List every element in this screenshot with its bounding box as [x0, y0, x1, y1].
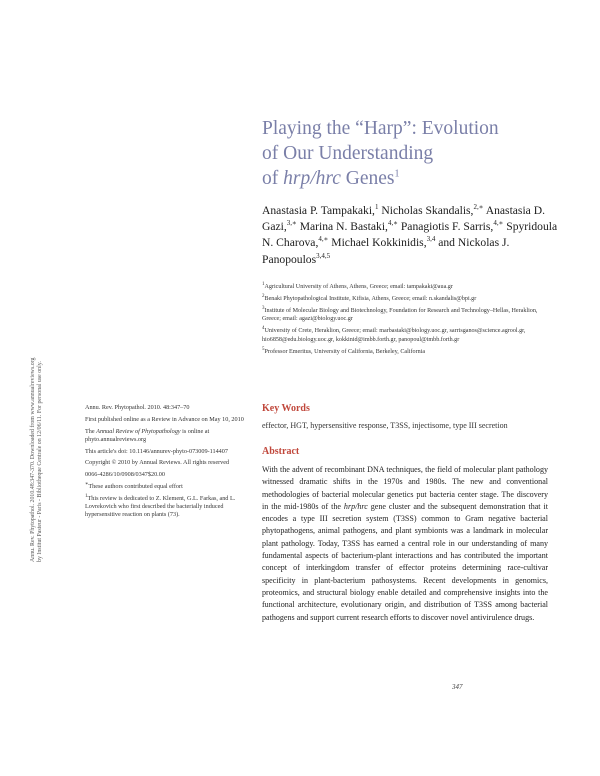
- title-footnote-mark: 1: [394, 168, 400, 180]
- affiliation-list: [262, 283, 552, 360]
- title-gene-name: hrp/hrc: [283, 168, 341, 189]
- online-note: [85, 428, 245, 445]
- affiliation-text: Institute of Molecular Biology and Biotechnology, Foundation for Research and Technology–Hellas, Heraklion, Greece; email: agazi@biology.uoc.gr: [262, 308, 538, 323]
- online-note-suffix: is online at phyto.annualreviews.org: [85, 427, 210, 443]
- author-affiliation-mark: 4,∗: [318, 235, 329, 244]
- affiliation-mark: 4: [262, 326, 265, 332]
- title-line-1: Playing the “Harp”: Evolution: [262, 118, 499, 139]
- journal-name: Annual Review of Phytopathology: [96, 427, 181, 435]
- author-affiliation-mark: 3,4,5: [316, 251, 331, 260]
- author-affiliation-mark: 3,4: [426, 235, 436, 244]
- online-note-prefix: The: [85, 427, 97, 435]
- doi-note: This article's doi: 10.1146/annurev-phyto-073009-114407: [85, 447, 228, 455]
- affiliation-mark: 3: [262, 305, 265, 311]
- author-name: Panagiotis F. Sarris,: [397, 220, 494, 234]
- dedication-text: This review is dedicated to Z. Klement, G.L. Farkas, and L. Lovrekovich who first described the bacterially induced hypersensitive reaction on plants (73).: [85, 494, 236, 519]
- affiliation-mark: 2: [262, 293, 265, 299]
- abstract-gene-name: hrp/hrc: [343, 501, 368, 511]
- affiliation-text: Professor Emeritus, University of California, Berkeley, California: [264, 348, 426, 355]
- affiliation-text: Benaki Phytopathological Institute, Kifisia, Athens, Greece; email: n.skandalis@bpi.gr: [264, 296, 477, 302]
- affiliation-item: [262, 307, 552, 324]
- title-line-3-suffix: Genes: [340, 168, 395, 189]
- keywords-text: effector, HGT, hypersensitive response, T3SS, injectisome, type III secretion: [262, 421, 508, 430]
- affiliation-item: [262, 327, 552, 344]
- author-list: [262, 203, 562, 268]
- title-line-2: of Our Understanding: [262, 143, 434, 164]
- author-name: and Nickolas J. Panopoulos: [262, 236, 510, 266]
- abstract-part-2: gene cluster and the subsequent demonstration that it encodes a type III secretion system (T3SS) common to Gram negative bacterial phytopathogens, animal pathogens, and plant symbionts was a landmark in molecular plant pathology. Today, T3SS has earned a central role in our understanding of many fundamental aspects of bacterium-plant interactions and has contributed the important concept of interkingdom transfer of effector proteins determining race-cultivar specificity in plant-bacterium pathosystems. Recent developments in genomics, proteomics, and structural biology enable detailed and comprehensive insights into the functional architecture, evolutionary origin, and distribution of T3SS among bacterial pathogens and support current research efforts to discover novel antivirulence drugs.: [262, 501, 548, 622]
- author-affiliation-mark: 3,∗: [286, 219, 297, 228]
- dedication-mark: 1: [85, 493, 88, 499]
- download-notice-line-1: Annu. Rev. Phytopathol. 2010.48:347-370. Downloaded from www.annualreviews.org: [30, 357, 36, 562]
- author-affiliation-mark: 4,∗: [387, 219, 398, 228]
- article-title: [262, 116, 562, 191]
- abstract-heading: Abstract: [262, 446, 300, 457]
- dedication-note: [85, 495, 245, 520]
- author-name: Marina N. Bastaki,: [296, 220, 388, 234]
- affiliation-item: [262, 283, 552, 291]
- equal-effort-text: These authors contributed equal effort: [88, 483, 183, 491]
- author-name: Anastasia P. Tampakaki,: [262, 204, 375, 217]
- abstract-part-1: With the advent of recombinant DNA techniques, the field of molecular plant pathology witnessed dramatic shifts in the 1970s and 1980s. The new and conventional methodologies of bacterial molecular genetics put bacteria center stage. The discovery in the mid-1980s of the: [262, 465, 548, 511]
- download-notice-text: [30, 182, 44, 562]
- affiliation-mark: 5: [262, 346, 265, 352]
- affiliation-item: [262, 348, 552, 356]
- affiliation-text: University of Crete, Heraklion, Greece; email: marbastaki@biology.uoc.gr, sarrisganos@science.agrool.gr, hio6858@edu.biology.uoc.gr, kokkinid@imbb.forth.gr, panopoul@imbb.forth.gr: [262, 328, 526, 343]
- affiliation-text: Agricultural University of Athens, Athens, Greece; email: tampakaki@aua.gr: [264, 284, 453, 290]
- publication-sidebar: [85, 404, 245, 523]
- title-line-3-prefix: of: [262, 168, 284, 189]
- copyright-note: Copyright © 2010 by Annual Reviews. All rights reserved: [85, 459, 230, 467]
- equal-effort-mark: ∗: [85, 482, 89, 488]
- author-affiliation-mark: 2,∗: [473, 203, 484, 212]
- author-affiliation-mark: 1: [374, 203, 379, 212]
- affiliation-item: [262, 295, 552, 303]
- first-published-note: First published online as a Review in Advance on May 10, 2010: [85, 415, 244, 423]
- keywords-heading: Key Words: [262, 403, 310, 414]
- abstract-text: [262, 464, 548, 624]
- equal-effort-note: [85, 483, 245, 491]
- author-affiliation-mark: 4,∗: [493, 219, 504, 228]
- author-name: Spyridoula N. Charova,: [262, 220, 558, 250]
- affiliation-mark: 1: [262, 281, 265, 287]
- author-name: Michael Kokkinidis,: [328, 236, 427, 250]
- author-name: Nicholas Skandalis,: [378, 204, 474, 217]
- issn-note: 0066-4286/10/0908/0347$20.00: [85, 471, 165, 479]
- download-notice-line-2: by Institut Pasteur - Paris - Bibliotheque Centrale on 12/06/11. For personal use only.: [37, 361, 44, 562]
- author-name: Anastasia D. Gazi,: [262, 204, 545, 234]
- citation-line: Annu. Rev. Phytopathol. 2010. 48:347–70: [85, 404, 190, 411]
- page-number: 347: [452, 683, 463, 691]
